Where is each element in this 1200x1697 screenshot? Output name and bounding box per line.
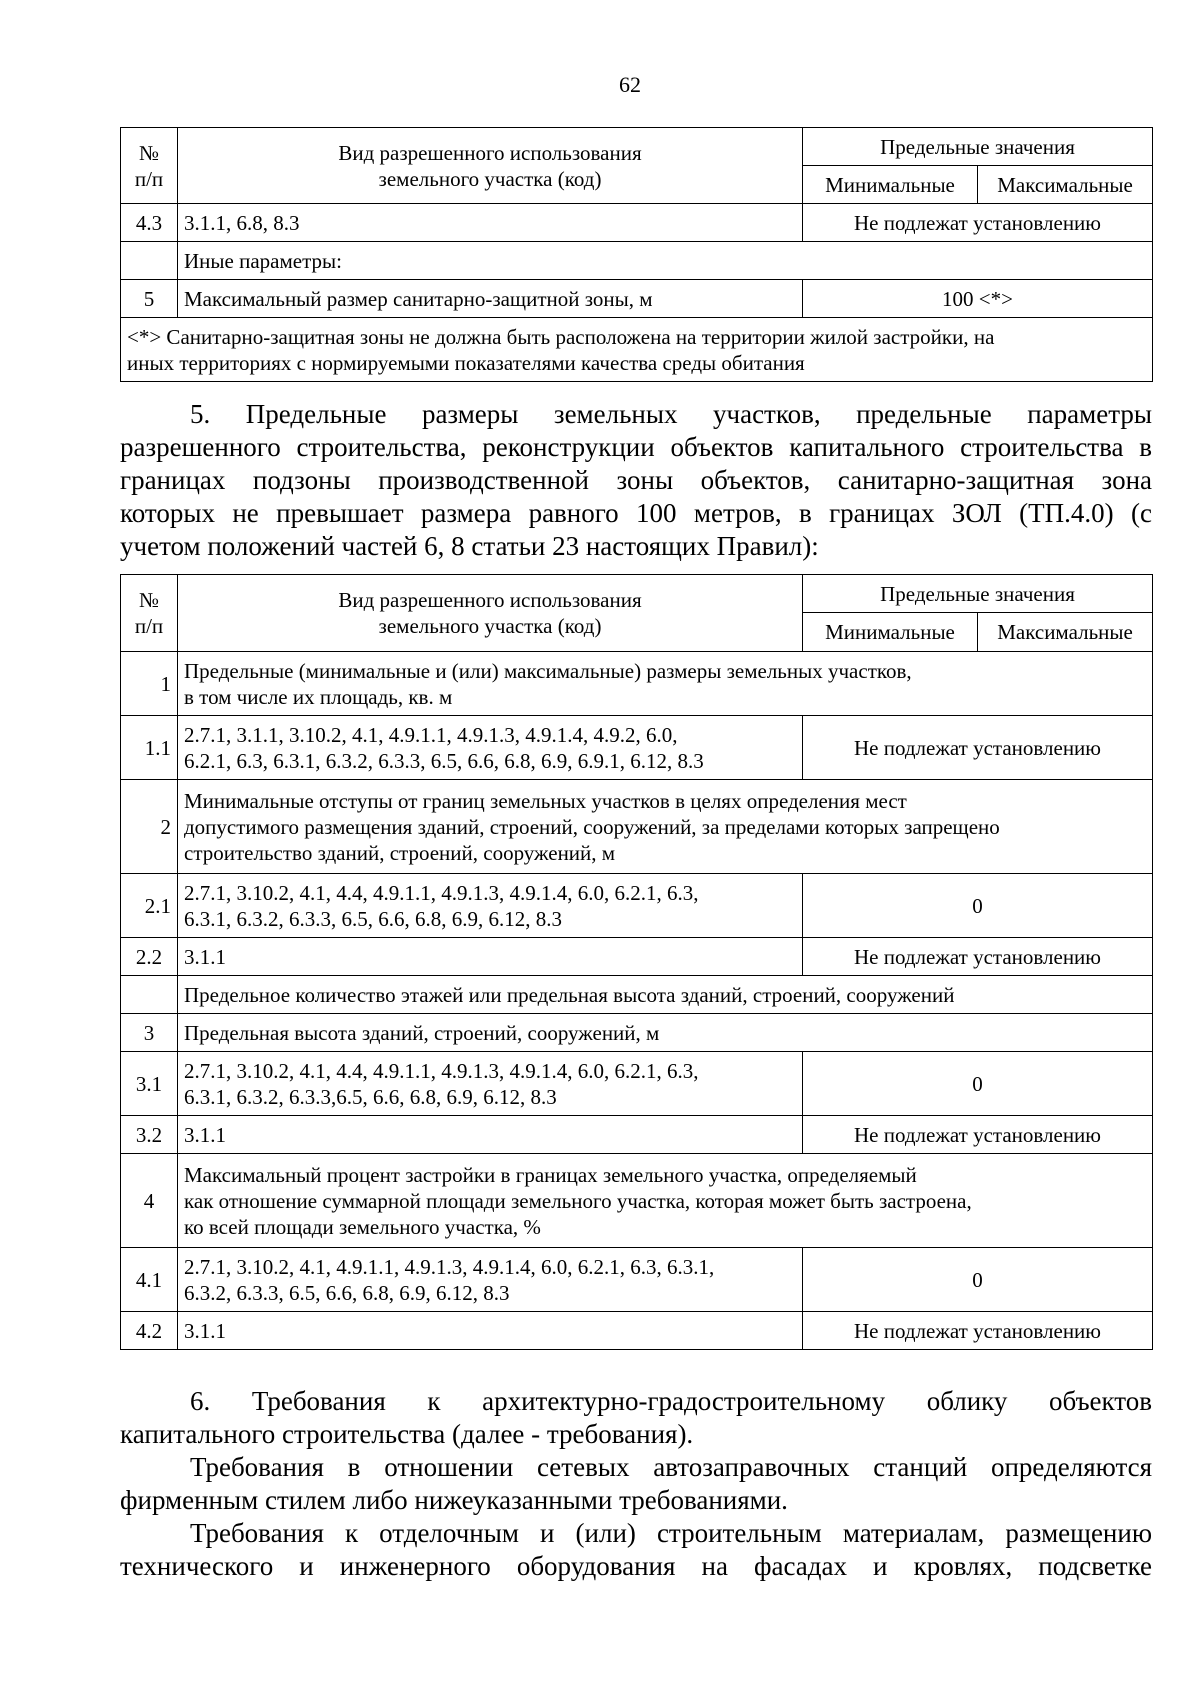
table-row: 1 Предельные (минимальные и (или) максимальные) размеры земельных участков, в том числе их площадь, кв. м bbox=[121, 652, 1153, 716]
table-footnote-row bbox=[121, 318, 1153, 382]
table-row: 4.2 3.1.1 Не подлежат установлению bbox=[121, 1312, 1153, 1350]
limits-table-main bbox=[120, 574, 1153, 1350]
table-row: Иные параметры: bbox=[121, 242, 1153, 280]
table-row: Предельное количество этажей или предельная высота зданий, строений, сооружений bbox=[121, 976, 1153, 1014]
table-row: 5 Максимальный размер санитарно-защитной зоны, м 100 <*> bbox=[121, 280, 1153, 318]
header-min: Минимальные bbox=[803, 166, 978, 204]
footnote: <*> Санитарно-защитная зоны не должна быть расположена на территории жилой застройки, на иных территориях с нормируемыми показателями качества среды обитания bbox=[121, 318, 1153, 382]
header-limits: Предельные значения bbox=[803, 128, 1153, 166]
table-row: 2 Минимальные отступы от границ земельных участков в целях определения мест допустимого размещения зданий, строений, сооружений, за пределами которых запрещено строительство зданий, строений, сооружений, м bbox=[121, 780, 1153, 874]
header-kind: Вид разрешенного использования земельного участка (код) bbox=[178, 128, 803, 204]
table-header-row bbox=[121, 128, 1153, 166]
table-row: 1.1 2.7.1, 3.1.1, 3.10.2, 4.1, 4.9.1.1, 4.9.1.3, 4.9.1.4, 4.9.2, 6.0, 6.2.1, 6.3, 6.3.1, 6.3.2, 6.3.3, 6.5, 6.6, 6.8, 6.9, 6.9.1, 6.12, 8.3 Не подлежат установлению bbox=[121, 716, 1153, 780]
table-row: 2.2 3.1.1 Не подлежат установлению bbox=[121, 938, 1153, 976]
header-max: Максимальные bbox=[978, 613, 1153, 652]
page-number: 62 bbox=[619, 72, 641, 97]
header-min: Минимальные bbox=[803, 613, 978, 652]
section-6-paragraph: 6. Требования к архитектурно-градостроительному облику объектов капитального строительства (далее - требования). Требования в отношении сетевых автозаправочных станций определяются фирменным стилем либо нижеуказанными требованиями. Требования к отделочным и (или) строительным материалам, размещению технического и инженерного оборудования на фасадах и кровлях, подсветке bbox=[120, 1386, 1152, 1581]
table-row: 2.1 2.7.1, 3.10.2, 4.1, 4.4, 4.9.1.1, 4.9.1.3, 4.9.1.4, 6.0, 6.2.1, 6.3, 6.3.1, 6.3.2, 6.3.3, 6.5, 6.6, 6.8, 6.9, 6.12, 8.3 0 bbox=[121, 874, 1153, 938]
table-row: 3.1 2.7.1, 3.10.2, 4.1, 4.4, 4.9.1.1, 4.9.1.3, 4.9.1.4, 6.0, 6.2.1, 6.3, 6.3.1, 6.3.2, 6.3.3,6.5, 6.6, 6.8, 6.9, 6.12, 8.3 0 bbox=[121, 1052, 1153, 1116]
table-header-row bbox=[121, 575, 1153, 613]
table-row: 4 Максимальный процент застройки в границах земельного участка, определяемый как отношение суммарной площади земельного участка, которая может быть застроена, ко всей площади земельного участка, % bbox=[121, 1154, 1153, 1248]
header-num: № п/п bbox=[121, 128, 178, 204]
table-row: 3 Предельная высота зданий, строений, сооружений, м bbox=[121, 1014, 1153, 1052]
limits-table-top bbox=[120, 127, 1153, 382]
table-row: 3.2 3.1.1 Не подлежат установлению bbox=[121, 1116, 1153, 1154]
table-row: 4.3 3.1.1, 6.8, 8.3 Не подлежат установлению bbox=[121, 204, 1153, 242]
header-kind: Вид разрешенного использования земельного участка (код) bbox=[178, 575, 803, 652]
table-row: 4.1 2.7.1, 3.10.2, 4.1, 4.9.1.1, 4.9.1.3, 4.9.1.4, 6.0, 6.2.1, 6.3, 6.3.1, 6.3.2, 6.3.3, 6.5, 6.6, 6.8, 6.9, 6.12, 8.3 0 bbox=[121, 1248, 1153, 1312]
section-5-paragraph: 5. Предельные размеры земельных участков, предельные параметры разрешенного строительства, реконструкции объектов капитального строительства в границах подзоны производственной зоны объектов, санитарно-защитная зона которых не превышает размера равного 100 метров, в границах ЗОЛ (ТП.4.0) (с учетом положений частей 6, 8 статьи 23 настоящих Правил): bbox=[120, 399, 1152, 561]
header-max: Максимальные bbox=[978, 166, 1153, 204]
header-limits: Предельные значения bbox=[803, 575, 1153, 613]
header-num: № п/п bbox=[121, 575, 178, 652]
